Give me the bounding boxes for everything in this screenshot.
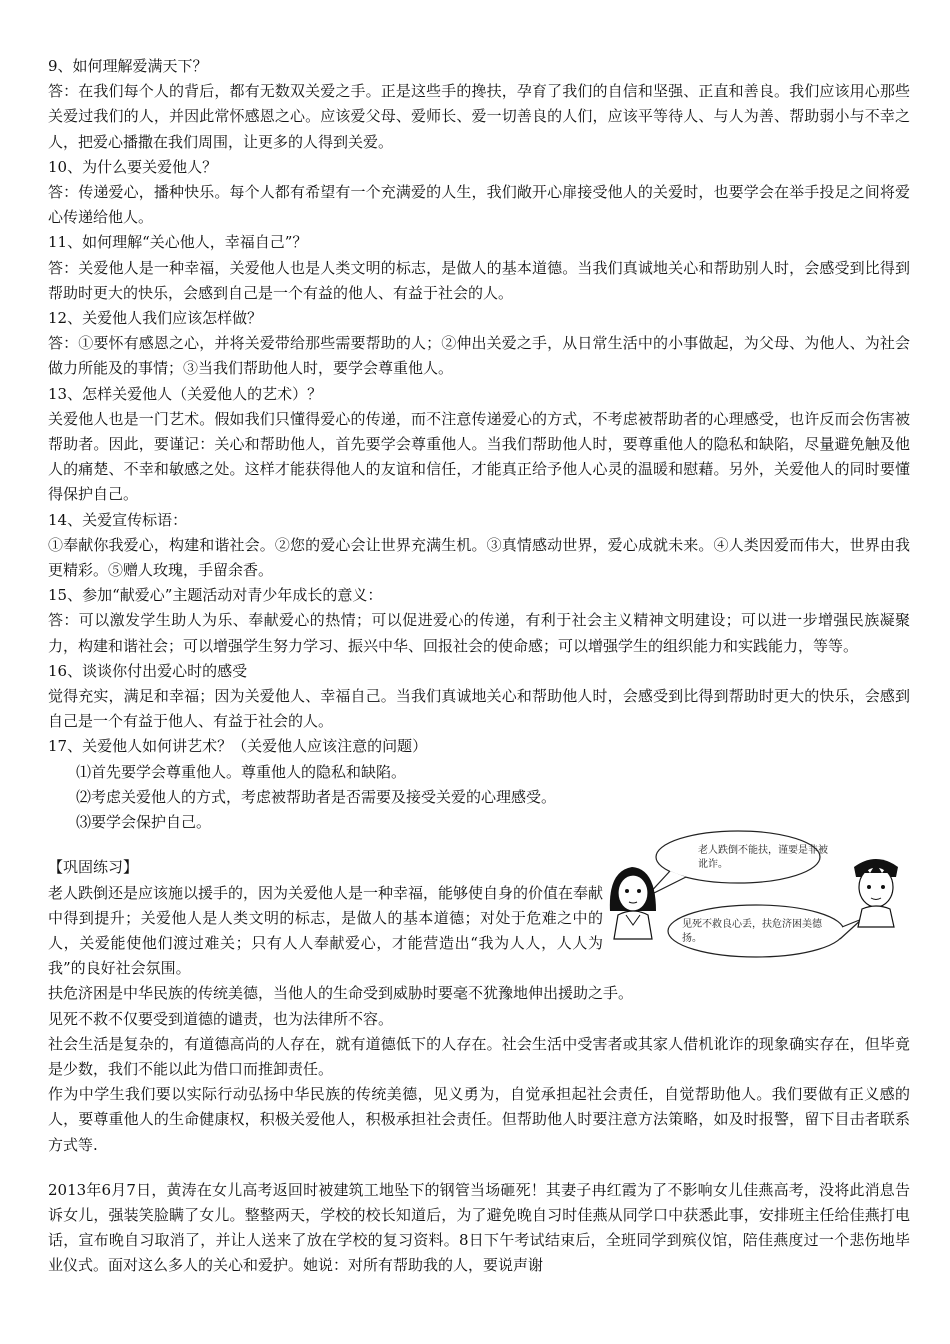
q13-answer: 关爱他人也是一门艺术。假如我们只懂得爱心的传递，而不注意传递爱心的方式，不考虑被帮助者的心理感受，也许反而会伤害被帮助者。因此，要谨记：关心和帮助他人，首先要学会尊重他人。当我们帮助他人时，要尊重他人的隐私和缺陷，尽量避免触及他人的痛楚、不幸和敏感之处。这样才能获得他人的友谊和信任，才能真正给予他人心灵的温暖和慰藉。另外，关爱他人的同时要懂得保护自己。 <box>48 409 910 504</box>
q17-title: 17、关爱他人如何讲艺术？（关爱他人应该注意的问题） <box>48 737 428 756</box>
q14-title: 14、关爱宣传标语： <box>48 510 188 529</box>
practice-paragraph: 社会生活是复杂的，有道德高尚的人存在，就有道德低下的人存在。社会生活中受害者或其家人借机讹诈的现象确实存在，但毕竟是少数，我们不能以此为借口而推卸责任。 <box>48 1034 910 1078</box>
q10-title: 10、为什么要关爱他人？ <box>48 157 218 176</box>
bubble2-line2: 扬。 <box>682 933 702 945</box>
practice-paragraph: 扶危济困是中华民族的传统美德，当他人的生命受到威胁时要毫不犹豫地伸出援助之手。 <box>48 984 634 1003</box>
q15-title: 15、参加“献爱心”主题活动对青少年成长的意义： <box>48 586 383 605</box>
q17-item: ⑴首先要学会尊重他人。尊重他人的隐私和缺陷。 <box>76 762 407 781</box>
q17-item: ⑵考虑关爱他人的方式，考虑被帮助者是否需要及接受关爱的心理感受。 <box>76 787 557 806</box>
boy-figure-icon <box>854 859 898 927</box>
q13-title: 13、怎样关爱他人（关爱他人的艺术）？ <box>48 384 323 403</box>
bubble1-line1: 老人跌倒不能扶，谨要是非被 <box>698 845 828 857</box>
bubble2-line1: 见死不救良心丢，扶危济困美德 <box>682 919 822 931</box>
q9-title: 9、如何理解爱满天下？ <box>48 57 208 75</box>
q12-title: 12、关爱他人我们应该怎样做？ <box>48 309 263 328</box>
q15-answer: 答：可以激发学生助人为乐、奉献爱心的热情；可以促进爱心的传递，有利于社会主义精神文明建设；可以进一步增强民族凝聚力，构建和谐社会；可以增强学生努力学习、振兴中华、回报社会的使命感；可以增强学生的组织能力和实践能力，等等。 <box>48 611 910 655</box>
practice-paragraph: 老人跌倒还是应该施以援手的，因为关爱他人是一种幸福，能够使自身的价值在奉献中得到提升；关爱他人是人类文明的标志，是做人的基本道德；对处于危难之中的人，关爱能使他们渡过难关；只有人人奉献爱心，才能营造出“我为人人，人人为我”的良好社会氛围。 <box>48 883 604 978</box>
q9-answer: 答：在我们每个人的背后，都有无数双关爱之手。正是这些手的搀扶，孕育了我们的自信和坚强、正直和善良。我们应该用心那些关爱过我们的人，并因此常怀感恩之心。应该爱父母、爱师长、爱一切善良的人们，应该平等待人、与人为善、帮助弱小与不幸之人，把爱心播撒在我们周围，让更多的人得到关爱。 <box>48 82 910 151</box>
q14-answer: ①奉献你我爱心，构建和谐社会。②您的爱心会让世界充满生机。③真情感动世界，爱心成就未来。④人类因爱而伟大，世界由我更精彩。⑤赠人玫瑰，手留余香。 <box>48 535 910 580</box>
q11-title: 11、如何理解“关心他人，幸福自己”？ <box>48 233 308 252</box>
q11-answer: 答：关爱他人是一种幸福，关爱他人也是人类文明的标志，是做人的基本道德。当我们真诚地关心和帮助别人时，会感受到比得到帮助时更大的快乐，会感到自己是一个有益的他人、有益于社会的人。 <box>48 258 910 302</box>
document-page <box>48 54 910 1279</box>
practice-heading: 【巩固练习】 <box>48 858 139 877</box>
comic-illustration <box>606 827 906 977</box>
practice-paragraph: 作为中学生我们要以实际行动弘扬中华民族的传统美德，见义勇为，自觉承担起社会责任，自觉帮助他人。我们要做有正义感的人，要尊重他人的生命健康权，积极关爱他人，积极承担社会责任。但帮助他人时要注意方法策略，如及时报警，留下目击者联系方式等. <box>48 1085 910 1154</box>
q16-title: 16、谈谈你付出爱心时的感受 <box>48 661 248 680</box>
speech-bubble-bottom <box>668 905 844 957</box>
bubble1-line2: 讹诈。 <box>698 859 728 871</box>
practice-paragraph: 见死不救不仅要受到道德的谴责，也为法律所不容。 <box>48 1009 394 1028</box>
practice-section <box>48 845 910 1157</box>
q12-answer: 答：①要怀有感恩之心，并将关爱带给那些需要帮助的人；②伸出关爱之手，从日常生活中的小事做起，为父母、为他人、为社会做力所能及的事情；③当我们帮助他人时，要学会尊重他人。 <box>48 334 910 378</box>
story-paragraph: 2013年6月7日，黄涛在女儿高考返回时被建筑工地坠下的钢管当场砸死！其妻子冉红霞为了不影响女儿佳燕高考，没将此消息告诉女儿，强装笑脸瞒了女儿。整整两天，学校的校长知道后，为了避免晚自习时佳燕从同学口中获悉此事，安排班主任给佳燕打电话，宣布晚自习取消了，并让人送来了放在学校的复习资料。8日下午考试结束后，全班同学到殡仪馆，陪佳燕度过一个悲伤地毕业仪式。面对这么多人的关心和爱护。她说：对所有帮助我的人，要说声谢 <box>48 1180 910 1275</box>
q17-item: ⑶要学会保护自己。 <box>76 813 212 832</box>
q16-answer: 觉得充实，满足和幸福；因为关爱他人、幸福自己。当我们真诚地关心和帮助他人时，会感受到比得到帮助时更大的快乐，会感到自己是一个有益于他人、有益于社会的人。 <box>48 687 910 731</box>
q10-answer: 答：传递爱心，播种快乐。每个人都有希望有一个充满爱的人生，我们敞开心扉接受他人的关爱时，也要学会在举手投足之间将爱心传递给他人。 <box>48 183 910 227</box>
girl-figure-icon <box>610 867 656 939</box>
